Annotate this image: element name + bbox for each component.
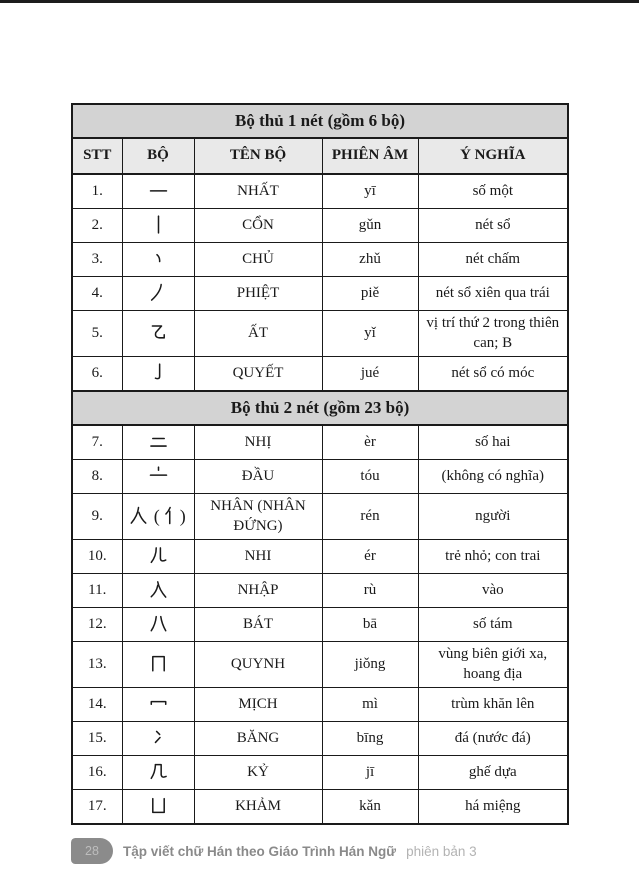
table-row [72,756,568,790]
y-nghia-cell: số một [418,174,568,209]
stt-cell: 13. [72,642,122,688]
section-title: Bộ thủ 2 nét (gồm 23 bộ) [72,391,568,425]
column-header-row [72,138,568,174]
column-header: STT [72,138,122,174]
y-nghia-cell: trẻ nhỏ; con trai [418,540,568,574]
page-number-badge [71,838,113,864]
radical-cell [122,209,194,243]
ten-bo-cell: ẤT [194,311,322,357]
ten-bo-cell: CỔN [194,209,322,243]
column-header: TÊN BỘ [194,138,322,174]
stt-cell: 4. [72,277,122,311]
phien-am-cell: ér [322,540,418,574]
table-row [72,540,568,574]
stt-cell: 15. [72,722,122,756]
table-row [72,494,568,540]
y-nghia-cell: ghế dựa [418,756,568,790]
y-nghia-cell: trùm khăn lên [418,688,568,722]
phien-am-cell: mì [322,688,418,722]
radical-cell [122,311,194,357]
radical-cell [122,574,194,608]
table-row [72,243,568,277]
table-row [72,311,568,357]
ten-bo-cell: BÁT [194,608,322,642]
ten-bo-cell: NHẬP [194,574,322,608]
stt-cell: 1. [72,174,122,209]
radical-table [71,103,569,825]
phien-am-cell: zhǔ [322,243,418,277]
y-nghia-cell: há miệng [418,790,568,825]
section-header-row [72,104,568,138]
stt-cell: 2. [72,209,122,243]
ten-bo-cell: BĂNG [194,722,322,756]
ten-bo-cell: NHỊ [194,425,322,460]
table-row [72,209,568,243]
phien-am-cell: kǎn [322,790,418,825]
radical-cell [122,756,194,790]
radical-cell [122,608,194,642]
ten-bo-cell: PHIỆT [194,277,322,311]
table-row [72,790,568,825]
y-nghia-cell: vào [418,574,568,608]
stt-cell: 17. [72,790,122,825]
table-row [72,174,568,209]
phien-am-cell: rù [322,574,418,608]
table-row [72,608,568,642]
radical-cell [122,688,194,722]
table-row [72,357,568,392]
table-row [72,574,568,608]
phien-am-cell: piě [322,277,418,311]
book-title: Tập viết chữ Hán theo Giáo Trình Hán Ngữ [123,843,397,859]
table-row [72,722,568,756]
table-row [72,277,568,311]
radical-cell [122,357,194,392]
ten-bo-cell: ĐẦU [194,460,322,494]
y-nghia-cell: nét chấm [418,243,568,277]
stt-cell: 8. [72,460,122,494]
phien-am-cell: jiǒng [322,642,418,688]
table-row [72,642,568,688]
phien-am-cell: yī [322,174,418,209]
stt-cell: 9. [72,494,122,540]
ten-bo-cell: KHẢM [194,790,322,825]
radical-cell [122,425,194,460]
y-nghia-cell: vị trí thứ 2 trong thiên can; B [418,311,568,357]
radical-cell [122,174,194,209]
radical-cell [122,790,194,825]
radical-cell [122,243,194,277]
phien-am-cell: rén [322,494,418,540]
section-header-row [72,391,568,425]
page-number: 28 [85,844,99,858]
section-title: Bộ thủ 1 nét (gồm 6 bộ) [72,104,568,138]
radical-cell: ( ) [122,494,194,540]
radical-cell [122,460,194,494]
y-nghia-cell: nét sổ [418,209,568,243]
ten-bo-cell: KỶ [194,756,322,790]
page-top-edge [0,0,639,3]
page-footer [71,838,477,864]
y-nghia-cell: số hai [418,425,568,460]
radical-cell [122,722,194,756]
ten-bo-cell: NHẤT [194,174,322,209]
table-row [72,425,568,460]
radical-cell [122,642,194,688]
radical-cell [122,540,194,574]
stt-cell: 10. [72,540,122,574]
stt-cell: 14. [72,688,122,722]
ten-bo-cell: QUYNH [194,642,322,688]
table-row [72,460,568,494]
y-nghia-cell: nét sổ có móc [418,357,568,392]
y-nghia-cell: nét sổ xiên qua trái [418,277,568,311]
phien-am-cell: bīng [322,722,418,756]
stt-cell: 12. [72,608,122,642]
column-header: Ý NGHĨA [418,138,568,174]
y-nghia-cell: đá (nước đá) [418,722,568,756]
phien-am-cell: jué [322,357,418,392]
stt-cell: 16. [72,756,122,790]
table-row [72,688,568,722]
y-nghia-cell: (không có nghĩa) [418,460,568,494]
phien-am-cell: yǐ [322,311,418,357]
phien-am-cell: gǔn [322,209,418,243]
stt-cell: 3. [72,243,122,277]
column-header: BỘ [122,138,194,174]
y-nghia-cell: số tám [418,608,568,642]
ten-bo-cell: NHÂN (NHÂN ĐỨNG) [194,494,322,540]
book-edition: phiên bản 3 [406,843,477,859]
ten-bo-cell: NHI [194,540,322,574]
phien-am-cell: èr [322,425,418,460]
y-nghia-cell: người [418,494,568,540]
radical-cell [122,277,194,311]
column-header: PHIÊN ÂM [322,138,418,174]
stt-cell: 6. [72,357,122,392]
y-nghia-cell: vùng biên giới xa, hoang địa [418,642,568,688]
stt-cell: 7. [72,425,122,460]
ten-bo-cell: CHỦ [194,243,322,277]
ten-bo-cell: QUYẾT [194,357,322,392]
ten-bo-cell: MỊCH [194,688,322,722]
stt-cell: 5. [72,311,122,357]
phien-am-cell: jī [322,756,418,790]
phien-am-cell: bā [322,608,418,642]
stt-cell: 11. [72,574,122,608]
phien-am-cell: tóu [322,460,418,494]
